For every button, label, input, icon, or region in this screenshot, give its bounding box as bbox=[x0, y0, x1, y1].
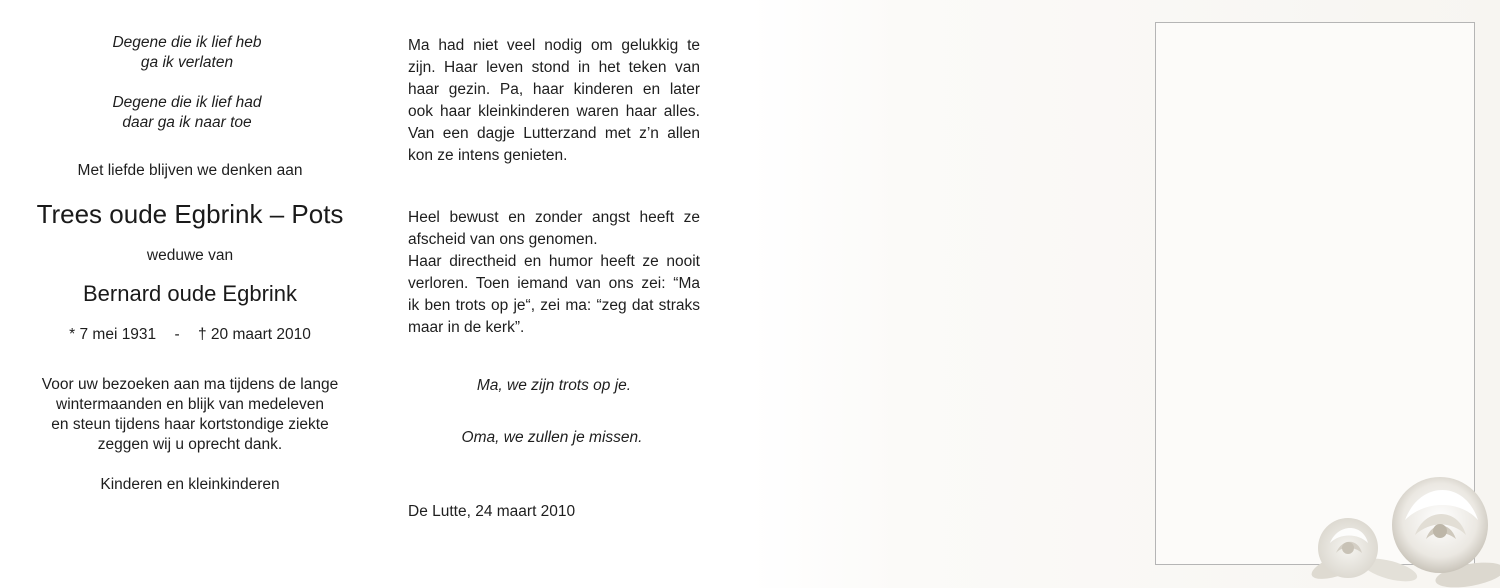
thanks-block bbox=[20, 375, 360, 455]
thanks-line: Voor uw bezoeken aan ma tijdens de lange bbox=[41, 376, 339, 393]
paragraph-2 bbox=[408, 207, 700, 339]
paragraph-line: kon ze intens genieten. bbox=[408, 147, 568, 164]
thanks-line: en steun tijdens haar kortstondige ziekte bbox=[51, 416, 329, 433]
poem-line: Degene die ik lief had bbox=[112, 94, 262, 111]
date-separator: - bbox=[174, 326, 180, 343]
thanks-line: zeggen wij u oprecht dank. bbox=[97, 436, 283, 453]
paragraph-line: maar in de kerk”. bbox=[408, 319, 525, 336]
signature-text: Kinderen en kleinkinderen bbox=[100, 476, 280, 493]
spouse-name: Bernard oude Egbrink bbox=[82, 281, 298, 306]
paragraph-line: verloren. Toen iemand van ons zei: “Ma bbox=[408, 275, 700, 292]
place-date: De Lutte, 24 maart 2010 bbox=[408, 503, 576, 520]
paragraph-1 bbox=[408, 35, 700, 167]
paragraph-line: zijn. Haar leven stond in het teken van bbox=[408, 59, 700, 76]
paragraph-line: Haar directheid en humor heeft ze nooit bbox=[408, 253, 700, 270]
paragraph-line: haar gezin. Pa, haar kinderen en later bbox=[408, 81, 700, 98]
paragraph-line: ik ben trots op je“, zei ma: “zeg dat straks bbox=[408, 297, 700, 314]
poem-line: Degene die ik lief heb bbox=[112, 34, 262, 51]
life-dates bbox=[20, 325, 360, 345]
poem-stanza-2 bbox=[14, 93, 360, 133]
paragraph-line: afscheid van ons genomen. bbox=[408, 231, 598, 248]
deceased-name: Trees oude Egbrink – Pots bbox=[36, 199, 344, 229]
widow-of-text: weduwe van bbox=[146, 247, 234, 264]
closing-line-1: Ma, we zijn trots op je. bbox=[476, 377, 632, 394]
paragraph-line: Van een dagje Lutterzand met z’n allen bbox=[408, 125, 700, 142]
left-column bbox=[20, 33, 360, 495]
paragraph-line: Ma had niet veel nodig om gelukkig te bbox=[408, 37, 700, 54]
death-date: † 20 maart 2010 bbox=[197, 326, 311, 343]
closing-line-2: Oma, we zullen je missen. bbox=[461, 429, 643, 446]
poem-line: ga ik verlaten bbox=[140, 54, 234, 71]
intro-text: Met liefde blijven we denken aan bbox=[77, 162, 303, 179]
poem-stanza-1 bbox=[14, 33, 360, 73]
poem-line: daar ga ik naar toe bbox=[122, 114, 252, 131]
paragraph-line: Heel bewust en zonder angst heeft ze bbox=[408, 209, 700, 226]
birth-date: * 7 mei 1931 bbox=[69, 326, 157, 343]
thanks-line: wintermaanden en blijk van medeleven bbox=[56, 396, 324, 413]
paragraph-line: ook haar kleinkinderen waren haar alles. bbox=[408, 103, 700, 120]
middle-column bbox=[408, 35, 700, 523]
roses-decoration-icon bbox=[1300, 470, 1500, 588]
